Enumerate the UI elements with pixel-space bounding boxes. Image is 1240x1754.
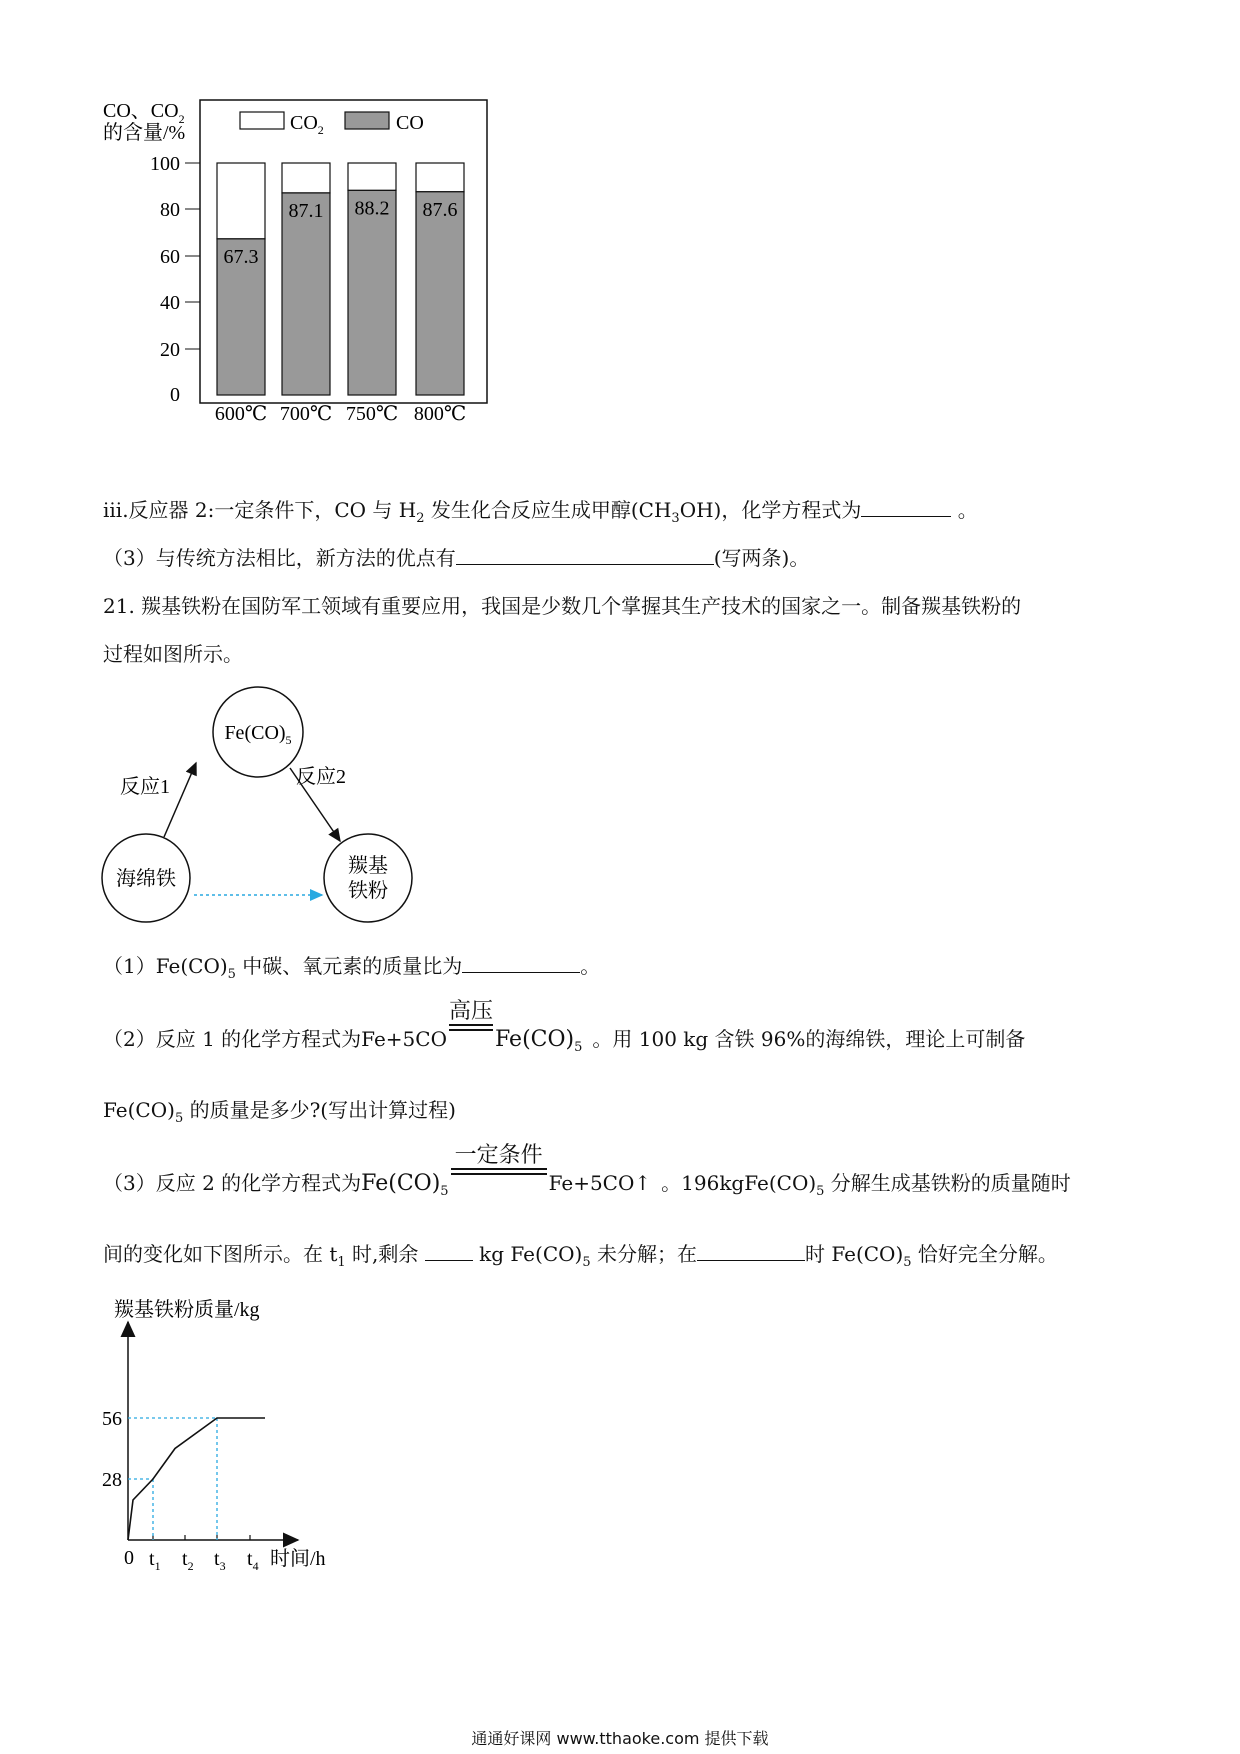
bar-co2-2 <box>348 163 396 190</box>
bar-co2-0 <box>217 163 265 239</box>
q21-p1-line: $(1)Fe(CO)_5$ 中碳、氧元素的质量比为 。 <box>103 954 601 982</box>
answer-blank-advantages[interactable] <box>456 546 714 565</box>
xtick-600: 600℃ <box>214 403 268 425</box>
ytick-100: 100 <box>150 153 180 175</box>
q20-iii-line: iii.反应器 2:一定条件下，CO 与 $H_2$ 发生化合反应生成甲醇$(CH_3OH)$，化学方程式为 。 <box>103 498 978 526</box>
answer-blank-mass-ratio[interactable] <box>462 954 580 973</box>
ytick-20: 20 <box>160 339 180 361</box>
xtick-t2: $t_2$ <box>182 1548 194 1573</box>
bar-co-2 <box>348 190 396 395</box>
answer-blank-equation[interactable] <box>861 498 951 517</box>
equation-reaction1: Fe+5CO 高压 $Fe(CO)_5$ <box>361 999 583 1055</box>
node-carbonyl-iron-label2: 铁粉 <box>348 880 388 902</box>
bar-value-label-1: 87.1 <box>288 199 324 222</box>
legend-co-label: CO <box>396 112 424 134</box>
bar-group <box>217 163 464 395</box>
bar-chart-yticks <box>150 153 200 406</box>
xtick-t1: $t_1$ <box>149 1548 161 1573</box>
node-carbonyl-iron <box>324 834 412 922</box>
xtick-800: 800℃ <box>413 403 467 425</box>
bar-value-label-2: 88.2 <box>354 197 390 220</box>
node-sponge-iron-label: 海绵铁 <box>116 868 176 890</box>
label-reaction1: 反应1 <box>120 776 170 798</box>
xtick-t4: $t_4$ <box>247 1548 259 1573</box>
q21-p2-line2: $Fe(CO)_5$ 的质量是多少?(写出计算过程) <box>103 1098 456 1126</box>
stacked-bar-chart <box>100 95 550 475</box>
node-carbonyl-iron-label1: 羰基 <box>348 855 388 877</box>
bar-value-label-0: 67.3 <box>223 245 259 268</box>
arrow-reaction1 <box>164 763 196 837</box>
bar-chart-ylabel-line2: 的含量/% <box>103 122 186 144</box>
origin-label: 0 <box>124 1547 134 1569</box>
bar-value-label-3: 87.6 <box>422 198 458 221</box>
line-chart-xlabel: 时间/h <box>270 1548 326 1570</box>
q21-p3-line2: 间的变化如下图所示。在 $t_1$ 时,剩余 kg $Fe(CO)_5$ 未分解；在 时 $Fe(CO)_5$ 恰好完全分解。 <box>103 1242 1058 1270</box>
line-chart-ylabel: 羰基铁粉质量/kg <box>114 1299 260 1321</box>
label-reaction2: 反应2 <box>296 766 346 788</box>
bar-chart-ylabel-line1: CO、$CO_2$ <box>103 100 185 126</box>
ytick-56: 56 <box>102 1408 122 1430</box>
ytick-80: 80 <box>160 199 180 221</box>
bar-co-3 <box>416 192 464 395</box>
xtick-700: 700℃ <box>279 403 333 425</box>
q21-p2-line: （2）反应 1 的化学方程式为Fe+5CO 高压 $Fe(CO)_5$ 。用 100 kg 含铁 96%的海绵铁，理论上可制备 <box>103 1026 1025 1060</box>
node-fe-co5-label: $Fe(CO)_5$ <box>224 722 292 747</box>
bar-chart-xticks <box>215 403 466 425</box>
bar-co2-3 <box>416 163 464 192</box>
q21-intro-line2: 过程如图所示。 <box>103 642 243 666</box>
legend-co-swatch <box>345 112 389 129</box>
ytick-28: 28 <box>102 1469 122 1491</box>
ytick-60: 60 <box>160 246 180 268</box>
page-footer: 通通好课网 www.tthaoke.com 提供下载 <box>471 1729 769 1748</box>
xtick-750: 750℃ <box>345 403 399 425</box>
bar-co2-1 <box>282 163 330 193</box>
legend-co2-label: $CO_2$ <box>290 112 324 137</box>
q21-intro-line1: 21. 羰基铁粉在国防军工领域有重要应用，我国是少数几个掌握其生产技术的国家之一。制备羰基铁粉的 <box>103 594 1022 618</box>
answer-blank-time[interactable] <box>697 1242 805 1261</box>
answer-blank-remaining[interactable] <box>425 1242 473 1261</box>
xtick-t3: $t_3$ <box>214 1548 226 1573</box>
bar-co-1 <box>282 193 330 395</box>
legend-co2-swatch <box>240 112 284 129</box>
q21-p3-line: （3）反应 2 的化学方程式为$Fe(CO)_5$ 一定条件 Fe+5CO↑ 。$196kgFe(CO)_5$ 分解生成基铁粉的质量随时 <box>103 1170 1071 1204</box>
guide-lines <box>128 1418 217 1540</box>
ytick-0: 0 <box>170 384 180 406</box>
ytick-40: 40 <box>160 292 180 314</box>
q20-p3-line: （3）与传统方法相比，新方法的优点有 (写两条)。 <box>103 546 810 570</box>
equation-reaction2: $Fe(CO)_5$ 一定条件 Fe+5CO↑ <box>361 1143 652 1199</box>
process-diagram <box>100 680 430 940</box>
line-chart <box>100 1292 390 1582</box>
